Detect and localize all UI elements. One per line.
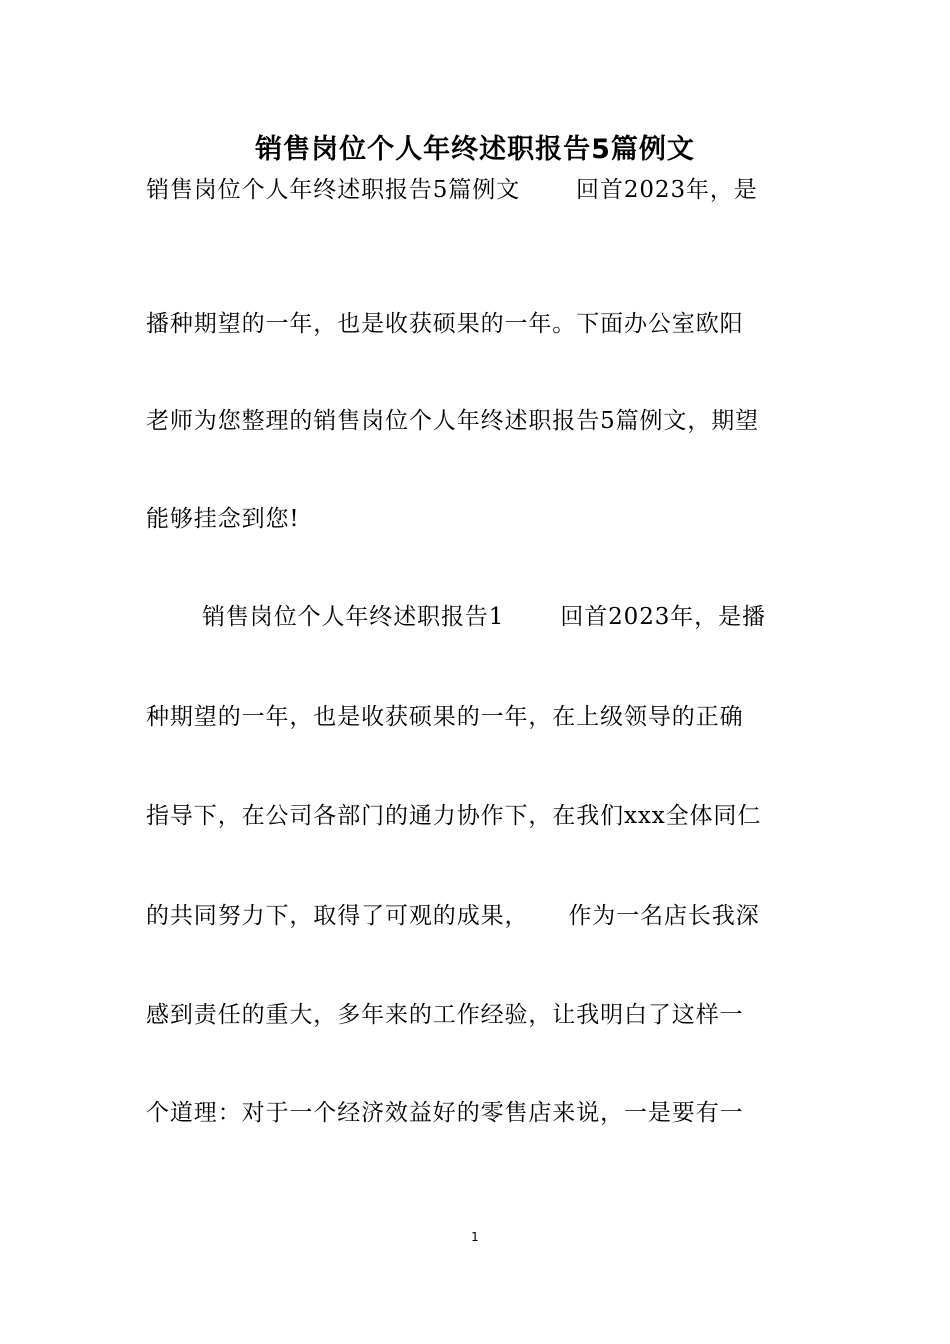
page-number: 1 <box>471 1230 479 1244</box>
text-segment: 种期望的一年，也是收获硕果的一年，在上级领导的正确 <box>146 704 744 730</box>
text-line <box>146 1093 812 1133</box>
text-segment: 感到责任的重大，多年来的工作经验，让我明白了这样一 <box>146 1002 744 1028</box>
text-line <box>146 995 812 1035</box>
text-segment: 指导下，在公司各部门的通力协作下，在我们xxx全体同仁 <box>146 803 762 829</box>
text-segment: 个道理：对于一个经济效益好的零售店来说，一是要有一 <box>146 1100 744 1126</box>
text-line <box>146 170 812 210</box>
text-segment: 播种期望的一年，也是收获硕果的一年。下面办公室欧阳 <box>146 311 744 337</box>
text-line <box>146 401 812 441</box>
text-line <box>146 304 812 344</box>
text-segment: 的共同努力下，取得了可观的成果， <box>146 903 529 929</box>
text-line <box>146 499 812 539</box>
text-line <box>146 796 812 836</box>
document-title: 销售岗位个人年终述职报告5篇例文 <box>255 134 695 165</box>
text-segment: 作为一名店长我深 <box>568 903 760 929</box>
text-segment: 老师为您整理的销售岗位个人年终述职报告5篇例文，期望 <box>146 408 760 434</box>
text-line <box>146 697 812 737</box>
text-segment: 销售岗位个人年终述职报告1 <box>202 604 505 630</box>
text-line <box>146 896 812 936</box>
text-segment: 回首2023年，是 <box>576 177 758 203</box>
text-segment: 销售岗位个人年终述职报告5篇例文 <box>146 177 521 203</box>
text-line <box>146 597 812 637</box>
text-segment: 回首2023年，是播 <box>560 604 766 630</box>
text-segment: 能够挂念到您! <box>146 506 300 532</box>
